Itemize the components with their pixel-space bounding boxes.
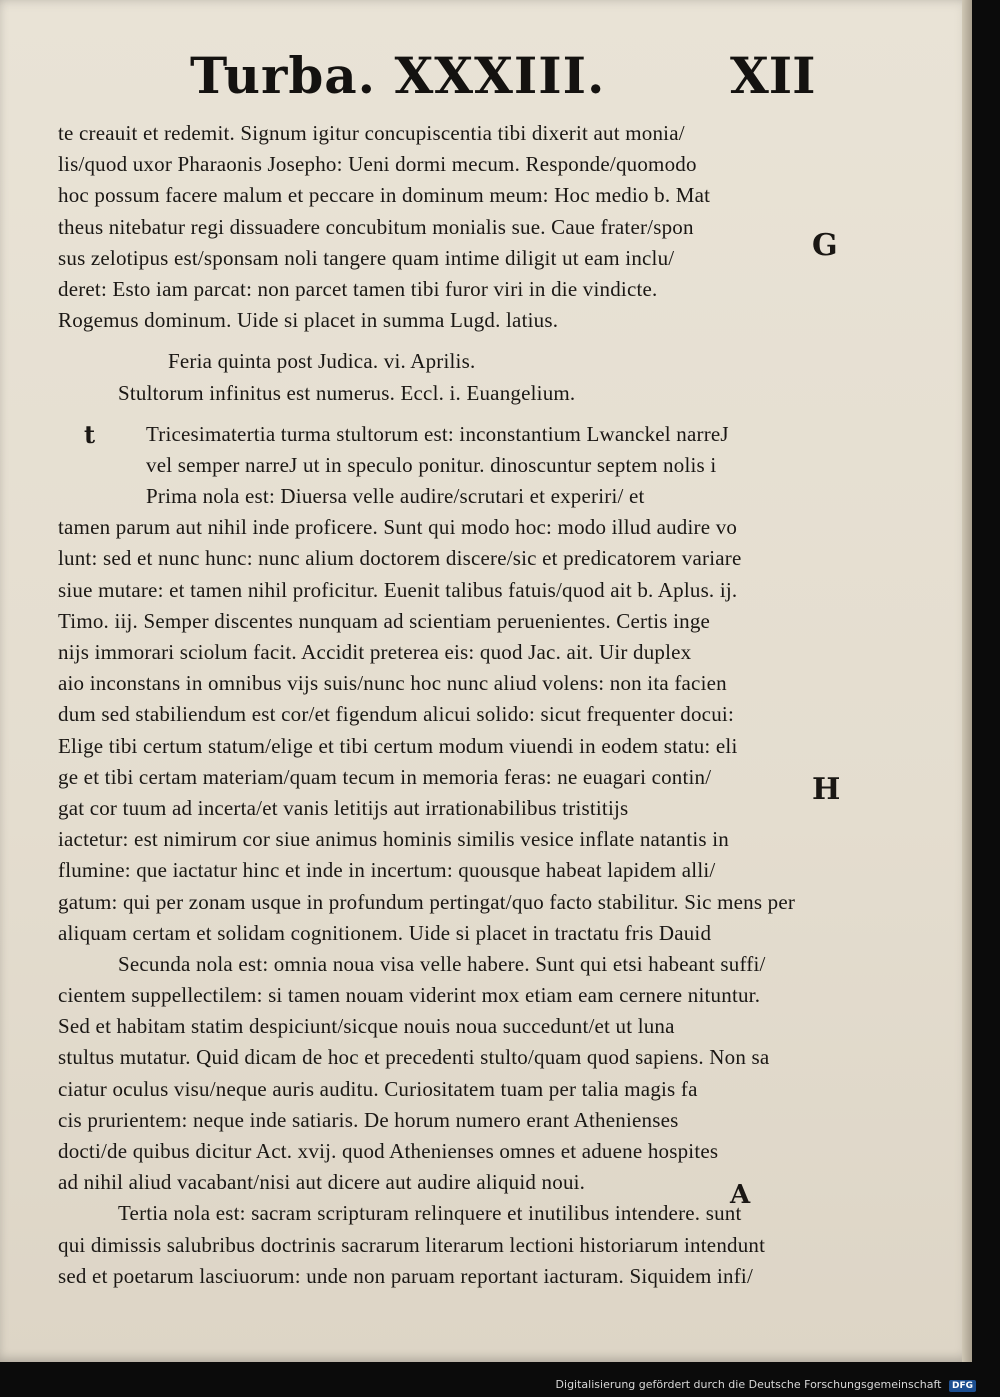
text-line: siue mutare: et tamen nihil proficitur. Euenit talibus fatuis/quod ait b. Aplus. ij. (58, 577, 738, 602)
text-line: vel semper narreJ ut in speculo ponitur. dinoscuntur septem nolis i (146, 452, 717, 477)
gospel-heading: Stultorum infinitus est numerus. Eccl. i. Euangelium. (118, 380, 576, 405)
feria-heading: Feria quinta post Judica. vi. Aprilis. (168, 349, 476, 374)
dfg-logo: DFG (949, 1380, 976, 1392)
text-line: sus zelotipus est/sponsam noli tangere quam intime diligit ut eam inclu/ (58, 245, 675, 270)
text-line: nijs immorari sciolum facit. Accidit preterea eis: quod Jac. ait. Uir duplex (58, 640, 692, 664)
text-line: ge et tibi certam materiam/quam tecum in memoria feras: ne euagari contin/ (58, 764, 712, 789)
text-line: aliquam certam et solidam cognitionem. Uide si placet in tractatu fris Dauid (58, 920, 712, 945)
text-line: stultus mutatur. Quid dicam de hoc et precedenti stulto/quam quod sapiens. Non sa (58, 1045, 770, 1070)
text-line: flumine: que iactatur hinc et inde in incertum: quousque habeat lapidem alli/ (58, 858, 716, 883)
text-line: deret: Esto iam parcat: non parcet tamen tibi furor viri in die vindicte. (58, 276, 658, 301)
text-line: gatum: qui per zonam usque in profundum pertingat/quo facto stabilitur. Sic mens per (58, 889, 796, 914)
text-line: aio inconstans in omnibus vijs suis/nunc hoc nunc aliud volens: non ita facien (58, 671, 727, 696)
running-title: Turba. XXXIII. (190, 46, 606, 105)
marginal-note-t: t (84, 420, 96, 449)
text-line: qui dimissis salubribus doctrinis sacrarum literarum lectioni historiarum intendunt (58, 1232, 766, 1257)
text-line: Secunda nola est: omnia noua visa velle habere. Sunt qui etsi habeant suffi/ (118, 951, 766, 976)
text-line: sed et poetarum lasciuorum: unde non paruam reportant iacturam. Siquidem infi/ (58, 1263, 753, 1288)
text-line: docti/de quibus dicitur Act. xvij. quod Athenienses omnes et aduene hospites (58, 1139, 719, 1163)
text-line: cientem suppellectilem: si tamen nouam viderint mox etiam eam cernere nituntur. (58, 983, 761, 1008)
page-edge (962, 0, 972, 1362)
text-line: hoc possum facere malum et peccare in dominum meum: Hoc medio b. Mat (58, 183, 711, 208)
text-line: tamen parum aut nihil inde proficere. Sunt qui modo hoc: modo illud audire vo (58, 515, 738, 540)
text-line: Tricesimatertia turma stultorum est: inconstantium Lwanckel narreJ (146, 421, 729, 446)
main-text (58, 118, 798, 1292)
text-line: Tertia nola est: sacram scripturam relinquere et inutilibus intendere. sunt (118, 1201, 742, 1226)
text-line: Timo. iij. Semper discentes nunquam ad scientiam peruenientes. Certis inge (58, 608, 711, 633)
digitization-credit (556, 1378, 976, 1392)
page-header (0, 46, 972, 116)
signature-mark: A (730, 1180, 751, 1210)
text-line: lis/quod uxor Pharaonis Josepho: Ueni dormi mecum. Responde/quomodo (58, 152, 697, 177)
text-line: lunt: sed et nunc hunc: nunc alium doctorem discere/sic et predicatorem variare (58, 546, 742, 571)
marginal-note-g: G (812, 228, 838, 263)
text-line: cis prurientem: neque inde satiaris. De horum numero erant Athenienses (58, 1107, 679, 1132)
text-line: Rogemus dominum. Uide si placet in summa Lugd. latius. (58, 308, 559, 333)
credit-text: Digitalisierung gefördert durch die Deutsche Forschungsgemeinschaft (555, 1378, 942, 1391)
text-line: dum sed stabiliendum est cor/et figendum alicui solido: sicut frequenter docui: (58, 702, 734, 727)
text-line: iactetur: est nimirum cor siue animus hominis similis vesice inflate natantis in (58, 827, 729, 852)
folio-number: XII (730, 46, 816, 105)
text-line: theus nitebatur regi dissuadere concubitum monialis sue. Caue frater/spon (58, 214, 694, 239)
text-line: Prima nola est: Diuersa velle audire/scrutari et experiri/ et (146, 484, 645, 509)
text-line: Sed et habitam statim despiciunt/sicque nouis noua succedunt/et ut luna (58, 1014, 675, 1039)
text-line: Elige tibi certum statum/elige et tibi certum modum viuendi in eodem statu: eli (58, 733, 738, 758)
text-line: ad nihil aliud vacabant/nisi aut dicere aut audire aliquid noui. (58, 1170, 586, 1195)
text-line: te creauit et redemit. Signum igitur concupiscentia tibi dixerit aut monia/ (58, 121, 685, 145)
text-line: ciatur oculus visu/neque auris auditu. Curiositatem tuam per talia magis fa (58, 1076, 698, 1101)
marginal-note-h: H (812, 772, 841, 807)
text-line: gat cor tuum ad incerta/et vanis letitijs aut irrationabilibus tristitijs (58, 795, 629, 820)
